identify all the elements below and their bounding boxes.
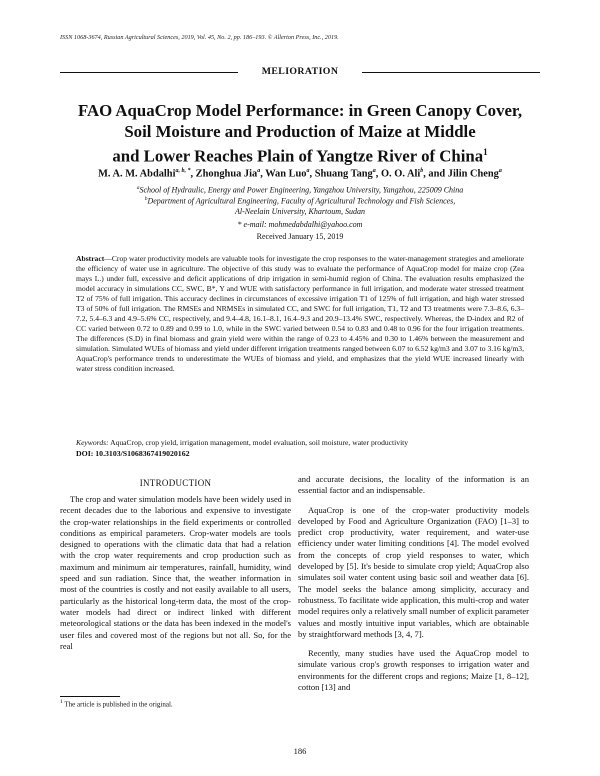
abstract-text: —Crop water productivity models are valuable tools for investigate the crop responses to the water-management strategies and ameliorate the efficiency of water use in agriculture. The objective of this study was to evaluate the performance of AquaCrop model for maize crop (Zea mays L.) under full, excessive and deficit applications of drip irrigation in semi-humid region of China. The evaluation results emphasized the model accuracy in simulations CC, SWC, B*, Y and WUE with satisfactory performance in full irrigation, and moderate water stressed treatment T2 of 75% of full irrigation. This accuracy declines in circumstances of excessive irrigation T1 of 125% of full irrigation, and high water stressed T3 of 50% of full irrigation. The RMSEs and NRMSEs in simulated CC, and SWC for full irrigation, T1, T2 and T3 treatments were 7.3–8.6, 6.3–7.2, 5.4–6.3 and 4.9–5.6% CC, respectively, and 9.4–4.8, 16.1–8.1, 16.4–9.3 and 20.9–13.4% SWC, respectively. Whereas, the D-index and R2 of CC varied between 0.72 to 0.89 and 0.99 to 1.0, while in the SWC varied between 0.54 to 0.83 and 0.48 to 0.96 for the four irrigation treatments. The differences (S.D) in final biomass and grain yield were within the range of 0.23 to 4.45% and 0.30 to 1.46% between the measurement and simulation. Simulated WUEs of biomass and yield under different irrigation treatments ranged between 6.07 to 6.52 kg/m3 and 3.07 to 3.16 kg/m3, AquaCrop's performance trends to underestimate the WUEs of biomass and yield, and emphasizes that the yield WUE increased linearly with water stress condition increased. [76,254,524,373]
author-mark: b [420,168,424,174]
affiliation-mark: b [144,196,148,202]
title-footnote-mark: 1 [483,147,488,157]
journal-citation-line: ISSN 1068-3674, Russian Agricultural Sciences, 2019, Vol. 45, No. 2, pp. 186–193. © Allerton Press, Inc., 2019. [60,34,339,41]
author-name: , Wan Luo [260,168,307,180]
title-line-1: FAO AquaCrop Model Performance: in Green Canopy Cover, [77,101,523,120]
author-name: M. A. M. Abdalhi [98,168,176,180]
author-name: , Shuang Tang [309,168,373,180]
section-rule-right [362,72,540,73]
footnote-mark: 1 [60,699,63,705]
intro-paragraph: and accurate decisions, the locality of the information is an essential factor and an indispensable. [298,474,529,496]
author-name: , and Jilin Cheng [423,168,499,180]
intro-paragraph: Recently, many studies have used the AquaCrop model to simulate various crop's growth responses to irrigation water and environments for the different crops and regions; Maize [1, 8–12], cotton [13] and [298,648,529,693]
keywords-text: AquaCrop, crop yield, irrigation management, model evaluation, soil moisture, water productivity [110,438,409,447]
title-line-2: Soil Moisture and Production of Maize at Middle [124,122,476,141]
author-mark: a, b, * [175,168,191,174]
column-left [60,494,291,652]
affiliation-text: School of Hydraulic, Energy and Power Engineering, Yangzhou University, Yangzhou, 225009 China [139,185,464,195]
received-date: Received January 15, 2019 [256,232,344,241]
section-label: MELIORATION [261,66,339,77]
affiliation-b [40,194,560,217]
author-name: , O. O. Ali [375,168,421,180]
author-mark: a [372,168,376,174]
keywords-label: Keywords: [76,438,109,447]
introduction-heading: INTRODUCTION [139,478,212,488]
page-number: 186 [293,746,307,756]
footnote [60,698,291,709]
abstract [76,254,524,374]
footnote-text: The article is published in the original. [64,700,173,709]
author-mark: a [306,168,310,174]
doi: DOI: 10.3103/S1068367419020162 [76,449,190,458]
section-heading [60,66,540,80]
affiliation-text: Department of Agricultural Engineering, Faculty of Agricultural Technology and Fish Sciences, [147,196,456,206]
author-mark: a [498,168,502,174]
intro-paragraph: AquaCrop is one of the crop-water productivity models developed by Food and Agriculture Organization (FAO) [1–3] to predict crop productivity, water requirement, and water-use efficiency under water limiting conditions [4]. The model evolved from the concepts of crop yield responses to water, which developed by [5]. It's beside to simulate crop yield; AquaCrop also simulates soil water content using basic soil and weather data [6]. The model seeks the balance among simplicity, accuracy and robustness. To facilitate wide application, this multi-crop and water model requires only a relatively small number of explicit parameter values and mostly intuitive input variables, which are obtainable by straightforward methods [3, 4, 7]. [298,504,529,639]
title-line-3: and Lower Reaches Plain of Yangtze River of China [112,146,484,166]
author-email: * e-mail: mohmedabdalhi@yahoo.com [237,220,363,229]
affiliation-mark: a [136,185,140,191]
article-title [60,100,540,167]
keywords [76,438,524,448]
affiliation-text: Al-Neelain University, Khartoum, Sudan [235,206,365,216]
intro-paragraph: The crop and water simulation models have been widely used in recent decades due to the laborious and expensive to investigate the crop-water relationships in the field experiments or controlled conditions as empirical parameters. Crop-water models are tools designed to operations with the climatic data that had a relation with the crop water requirements and crop production such as maximum and minimum air temperatures, rainfall, humidity, wind speed and sun radiation. Since that, the weather information in most of the countries is costly and not easily available to all users, particularly as the historical long-term data, the most of the crop-water models had direct or indirect linked with different meteorological stations or the data has been indexed in the model's user files and covered most of the regions but not all. So, for the real [60,494,291,651]
author-name: , Zhonghua Jia [190,168,258,180]
footnote-rule [60,696,120,697]
author-mark: a [257,168,261,174]
author-list [40,168,560,179]
abstract-label: Abstract [76,254,105,263]
column-right [298,474,529,693]
